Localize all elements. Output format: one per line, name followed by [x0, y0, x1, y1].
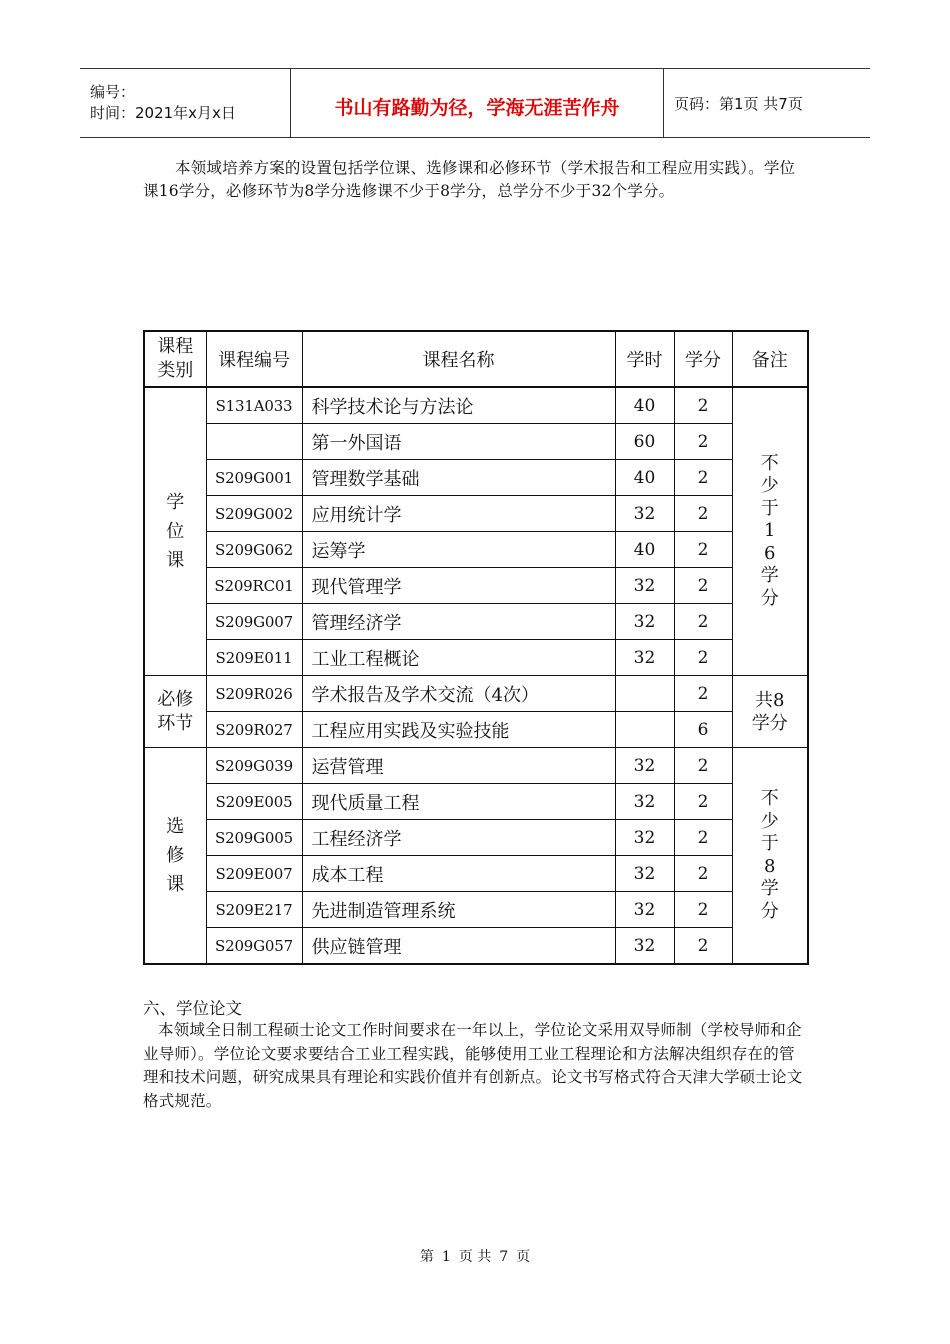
table-row — [144, 424, 808, 460]
course-code — [206, 424, 302, 460]
course-hours: 32 — [615, 784, 674, 820]
table-row — [144, 856, 808, 892]
course-hours: 60 — [615, 424, 674, 460]
course-code: S209E217 — [206, 892, 302, 928]
course-hours: 32 — [615, 856, 674, 892]
table-row — [144, 640, 808, 676]
course-code: S209E005 — [206, 784, 302, 820]
header-notes: 备注 — [732, 331, 808, 387]
table-row — [144, 712, 808, 748]
credit-note-cell — [732, 748, 808, 965]
category-label: 选修课 — [166, 816, 185, 895]
course-code: S209G062 — [206, 532, 302, 568]
table-row — [144, 604, 808, 640]
course-hours: 40 — [615, 387, 674, 424]
page-header — [80, 68, 870, 138]
course-code: S209RC01 — [206, 568, 302, 604]
table-row — [144, 496, 808, 532]
course-hours: 32 — [615, 568, 674, 604]
course-code: S209R027 — [206, 712, 302, 748]
course-name: 学术报告及学术交流（4次） — [302, 676, 615, 712]
course-code: S209G001 — [206, 460, 302, 496]
course-hours — [615, 712, 674, 748]
course-code: S209R026 — [206, 676, 302, 712]
course-name: 第一外国语 — [302, 424, 615, 460]
course-code: S209G007 — [206, 604, 302, 640]
credit-note: 不少于8学分 — [760, 788, 779, 922]
table-row — [144, 928, 808, 965]
course-credits: 2 — [674, 424, 732, 460]
course-credits: 2 — [674, 928, 732, 965]
course-name: 现代管理学 — [302, 568, 615, 604]
credit-note-cell — [732, 387, 808, 676]
footer-suffix: 页 — [516, 1249, 531, 1265]
course-name: 工程经济学 — [302, 820, 615, 856]
course-hours: 32 — [615, 928, 674, 965]
course-code: S209G039 — [206, 748, 302, 784]
course-credits: 2 — [674, 568, 732, 604]
header-category — [144, 331, 206, 387]
course-credits: 2 — [674, 387, 732, 424]
table-header-row — [144, 331, 808, 387]
page-code: 页码：第1页 共7页 — [674, 94, 803, 113]
course-name: 科学技术论与方法论 — [302, 387, 615, 424]
course-credits: 2 — [674, 784, 732, 820]
header-credits: 学分 — [674, 331, 732, 387]
course-credits: 2 — [674, 640, 732, 676]
header-code: 课程编号 — [206, 331, 302, 387]
table-row — [144, 748, 808, 784]
header-motto-cell — [291, 69, 664, 137]
credit-note-cell — [732, 676, 808, 748]
table-row — [144, 784, 808, 820]
course-name: 应用统计学 — [302, 496, 615, 532]
course-hours: 32 — [615, 496, 674, 532]
course-hours: 32 — [615, 604, 674, 640]
course-name: 运筹学 — [302, 532, 615, 568]
footer-prefix: 第 — [419, 1249, 434, 1265]
category-label: 学位课 — [166, 492, 185, 571]
table-row — [144, 676, 808, 712]
table-row — [144, 820, 808, 856]
course-credits: 2 — [674, 856, 732, 892]
course-credits: 2 — [674, 532, 732, 568]
course-code: S209E011 — [206, 640, 302, 676]
course-code: S209E007 — [206, 856, 302, 892]
table-row — [144, 387, 808, 424]
course-code: S209G005 — [206, 820, 302, 856]
motto: 书山有路勤为径，学海无涯苦作舟 — [334, 96, 620, 119]
header-meta — [80, 69, 291, 137]
course-credits: 2 — [674, 748, 732, 784]
course-credits: 2 — [674, 820, 732, 856]
section-title: 六、学位论文 — [143, 999, 242, 1018]
course-code: S209G057 — [206, 928, 302, 965]
table-row — [144, 892, 808, 928]
course-name: 管理经济学 — [302, 604, 615, 640]
footer-total: 7 — [499, 1249, 509, 1265]
serial-label: 编号： — [90, 83, 136, 101]
footer-page: 1 — [441, 1249, 451, 1265]
category-label: 必修环节 — [157, 688, 194, 734]
category-cell — [144, 748, 206, 965]
credit-note: 不少于16学分 — [760, 452, 779, 609]
course-credits: 2 — [674, 460, 732, 496]
course-name: 成本工程 — [302, 856, 615, 892]
table-row — [144, 568, 808, 604]
intro-paragraph: 本领域培养方案的设置包括学位课、选修课和必修环节（学术报告和工程应用实践）。学位课16学分，必修环节为8学分选修课不少于8学分，总学分不少于32个学分。 — [143, 159, 796, 200]
course-hours: 40 — [615, 532, 674, 568]
course-name: 工业工程概论 — [302, 640, 615, 676]
category-cell — [144, 676, 206, 748]
course-hours: 40 — [615, 460, 674, 496]
course-code: S131A033 — [206, 387, 302, 424]
course-table-body — [144, 387, 808, 964]
course-credits: 2 — [674, 892, 732, 928]
course-name: 管理数学基础 — [302, 460, 615, 496]
header-hours: 学时 — [615, 331, 674, 387]
thesis-paragraph: 本领域全日制工程硕士论文工作时间要求在一年以上，学位论文采用双导师制（学校导师和企业导师）。学位论文要求要结合工业工程实践，能够使用工业工程理论和方法解决组织存在的管理和技术问题，研究成果具有理论和实践价值并有创新点。论文书写格式符合天津大学硕士论文格式规范。 — [143, 1021, 803, 1110]
category-cell — [144, 387, 206, 676]
table-row — [144, 532, 808, 568]
header-category-text: 课程类别 — [157, 336, 194, 381]
course-hours — [615, 676, 674, 712]
course-credits: 6 — [674, 712, 732, 748]
course-credits: 2 — [674, 496, 732, 532]
course-credits: 2 — [674, 676, 732, 712]
course-code: S209G002 — [206, 496, 302, 532]
header-name: 课程名称 — [302, 331, 615, 387]
course-table — [143, 330, 809, 965]
credit-note: 共8学分 — [751, 689, 788, 734]
time-label: 时间：2021年x月x日 — [90, 104, 236, 122]
course-credits: 2 — [674, 604, 732, 640]
course-hours: 32 — [615, 640, 674, 676]
course-name: 工程应用实践及实验技能 — [302, 712, 615, 748]
table-row — [144, 460, 808, 496]
footer-middle: 页 共 — [458, 1249, 492, 1265]
course-name: 现代质量工程 — [302, 784, 615, 820]
course-name: 先进制造管理系统 — [302, 892, 615, 928]
course-hours: 32 — [615, 748, 674, 784]
header-page-code-cell — [664, 69, 870, 137]
page-footer — [0, 1246, 950, 1266]
course-name: 运营管理 — [302, 748, 615, 784]
course-hours: 32 — [615, 892, 674, 928]
course-hours: 32 — [615, 820, 674, 856]
course-name: 供应链管理 — [302, 928, 615, 965]
